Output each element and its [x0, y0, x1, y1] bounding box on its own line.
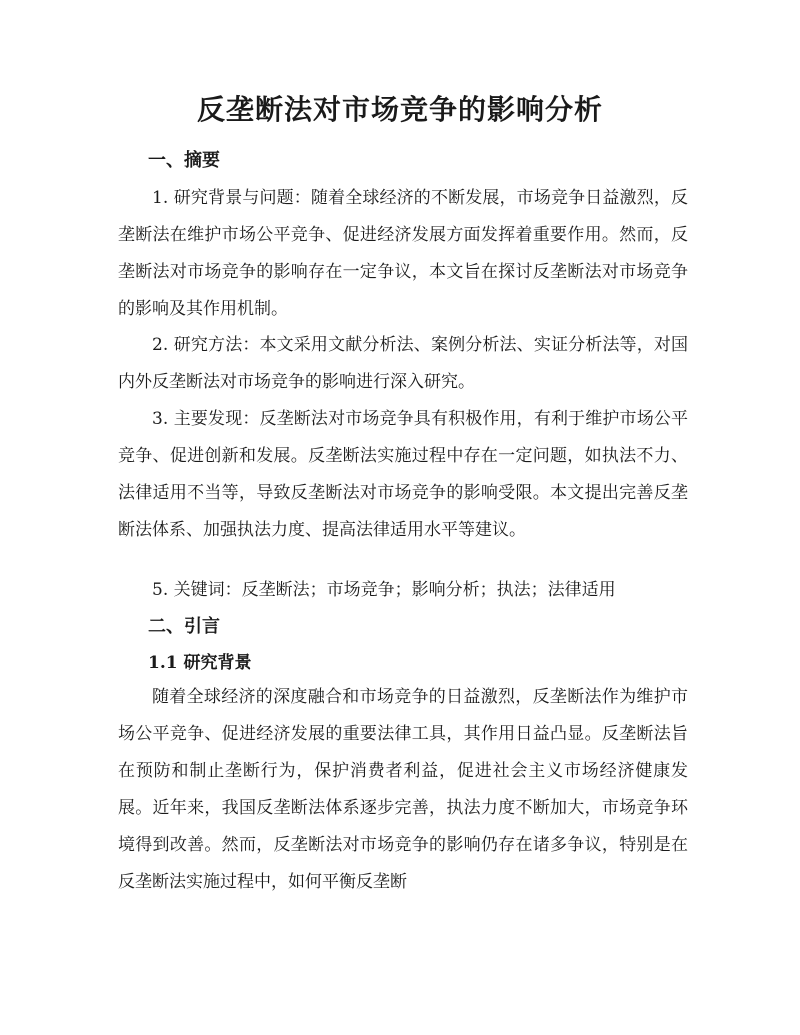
- section-heading-abstract: 一、摘要: [148, 150, 220, 171]
- abstract-paragraph-background: 1. 研究背景与问题：随着全球经济的不断发展，市场竞争日益激烈，反垄断法在维护市场公平竞争、促进经济发展方面发挥着重要作用。然而，反垄断法对市场竞争的影响存在一定争议，本文旨在探讨反垄断法对市场竞争的影响及其作用机制。: [118, 188, 688, 319]
- abstract-paragraph-findings: 3. 主要发现：反垄断法对市场竞争具有积极作用，有利于维护市场公平竞争、促进创新和发展。反垄断法实施过程中存在一定问题，如执法不力、法律适用不当等，导致反垄断法对市场竞争的影响受限。本文提出完善反垄断法体系、加强执法力度、提高法律适用水平等建议。: [118, 409, 688, 540]
- introduction-paragraph: 随着全球经济的深度融合和市场竞争的日益激烈，反垄断法作为维护市场公平竞争、促进经济发展的重要法律工具，其作用日益凸显。反垄断法旨在预防和制止垄断行为，保护消费者利益，促进社会主义市场经济健康发展。近年来，我国反垄断法体系逐步完善，执法力度不断加大，市场竞争环境得到改善。然而，反垄断法对市场竞争的影响仍存在诸多争议，特别是在反垄断法实施过程中，如何平衡反垄断: [118, 687, 688, 892]
- abstract-paragraph-keywords: 5. 关键词：反垄断法；市场竞争；影响分析；执法；法律适用: [152, 580, 616, 600]
- subsection-heading-background: 1.1 研究背景: [148, 653, 252, 673]
- document-title: 反垄断法对市场竞争的影响分析: [196, 93, 603, 126]
- section-heading-introduction: 二、引言: [148, 616, 220, 637]
- abstract-paragraph-methods: 2. 研究方法：本文采用文献分析法、案例分析法、实证分析法等，对国内外反垄断法对市场竞争的影响进行深入研究。: [118, 335, 688, 392]
